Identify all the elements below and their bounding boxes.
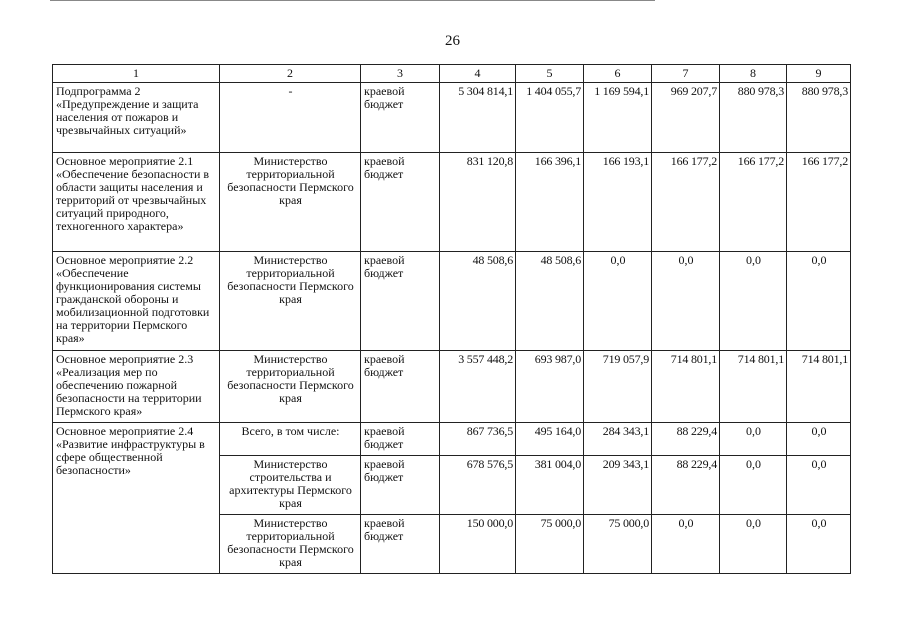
value-cell: 719 057,9 (584, 351, 652, 423)
value-cell: 1 169 594,1 (584, 83, 652, 153)
value-cell: 75 000,0 (516, 515, 584, 574)
value-cell: 0,0 (787, 456, 851, 515)
value-cell: 678 576,5 (440, 456, 516, 515)
value-cell: 150 000,0 (440, 515, 516, 574)
value-cell: 0,0 (652, 252, 720, 351)
column-header: 1 (53, 65, 220, 83)
value-cell: 0,0 (720, 456, 787, 515)
value-cell: 48 508,6 (516, 252, 584, 351)
value-cell: 48 508,6 (440, 252, 516, 351)
column-header: 4 (440, 65, 516, 83)
value-cell: 381 004,0 (516, 456, 584, 515)
column-header: 6 (584, 65, 652, 83)
table-row (53, 83, 851, 153)
funding-source-cell: краевой бюджет (361, 83, 440, 153)
value-cell: 3 557 448,2 (440, 351, 516, 423)
program-name-cell: Основное мероприятие 2.3 «Реализация мер по обеспечению пожарной безопасности на территории Пермского края» (53, 351, 220, 423)
table-row (53, 252, 851, 351)
column-header: 9 (787, 65, 851, 83)
value-cell: 714 801,1 (720, 351, 787, 423)
value-cell: 166 177,2 (720, 153, 787, 252)
value-cell: 88 229,4 (652, 423, 720, 456)
column-header: 7 (652, 65, 720, 83)
value-cell: 495 164,0 (516, 423, 584, 456)
executor-cell: Министерство территориальной безопасности Пермского края (220, 351, 361, 423)
program-name-cell: Подпрограмма 2 «Предупреждение и защита населения от пожаров и чрезвычайных ситуаций» (53, 83, 220, 153)
value-cell: 209 343,1 (584, 456, 652, 515)
value-cell: 1 404 055,7 (516, 83, 584, 153)
value-cell: 166 177,2 (652, 153, 720, 252)
program-name-cell: Основное мероприятие 2.4 «Развитие инфраструктуры в сфере общественной безопасности» (53, 423, 220, 574)
table-row (53, 423, 851, 456)
value-cell: 166 193,1 (584, 153, 652, 252)
value-cell: 693 987,0 (516, 351, 584, 423)
value-cell: 0,0 (652, 515, 720, 574)
value-cell: 0,0 (584, 252, 652, 351)
value-cell: 284 343,1 (584, 423, 652, 456)
value-cell: 0,0 (720, 252, 787, 351)
executor-cell: Всего, в том числе: (220, 423, 361, 456)
budget-table (52, 64, 851, 574)
executor-cell: - (220, 83, 361, 153)
value-cell: 88 229,4 (652, 456, 720, 515)
funding-source-cell: краевой бюджет (361, 252, 440, 351)
value-cell: 880 978,3 (787, 83, 851, 153)
value-cell: 714 801,1 (787, 351, 851, 423)
funding-source-cell: краевой бюджет (361, 423, 440, 456)
page-top-edge (50, 0, 655, 1)
column-header: 8 (720, 65, 787, 83)
value-cell: 166 396,1 (516, 153, 584, 252)
funding-source-cell: краевой бюджет (361, 515, 440, 574)
executor-cell: Министерство территориальной безопасности Пермского края (220, 252, 361, 351)
value-cell: 969 207,7 (652, 83, 720, 153)
table-row (53, 351, 851, 423)
value-cell: 867 736,5 (440, 423, 516, 456)
value-cell: 0,0 (787, 515, 851, 574)
executor-cell: Министерство территориальной безопасности Пермского края (220, 515, 361, 574)
value-cell: 5 304 814,1 (440, 83, 516, 153)
table-header-row (53, 65, 851, 83)
funding-source-cell: краевой бюджет (361, 351, 440, 423)
column-header: 3 (361, 65, 440, 83)
value-cell: 0,0 (720, 515, 787, 574)
funding-source-cell: краевой бюджет (361, 153, 440, 252)
funding-source-cell: краевой бюджет (361, 456, 440, 515)
value-cell: 880 978,3 (720, 83, 787, 153)
value-cell: 0,0 (787, 252, 851, 351)
program-name-cell: Основное мероприятие 2.2 «Обеспечение функционирования системы гражданской обороны и мобилизационной подготовки на территории Пермского края» (53, 252, 220, 351)
page-number: 26 (445, 33, 460, 49)
value-cell: 166 177,2 (787, 153, 851, 252)
table-row (53, 153, 851, 252)
value-cell: 0,0 (720, 423, 787, 456)
column-header: 5 (516, 65, 584, 83)
column-header: 2 (220, 65, 361, 83)
executor-cell: Министерство строительства и архитектуры Пермского края (220, 456, 361, 515)
program-name-cell: Основное мероприятие 2.1 «Обеспечение безопасности в области защиты населения и территорий от чрезвычайных ситуаций природного, техногенного характера» (53, 153, 220, 252)
value-cell: 75 000,0 (584, 515, 652, 574)
value-cell: 831 120,8 (440, 153, 516, 252)
value-cell: 714 801,1 (652, 351, 720, 423)
executor-cell: Министерство территориальной безопасности Пермского края (220, 153, 361, 252)
value-cell: 0,0 (787, 423, 851, 456)
